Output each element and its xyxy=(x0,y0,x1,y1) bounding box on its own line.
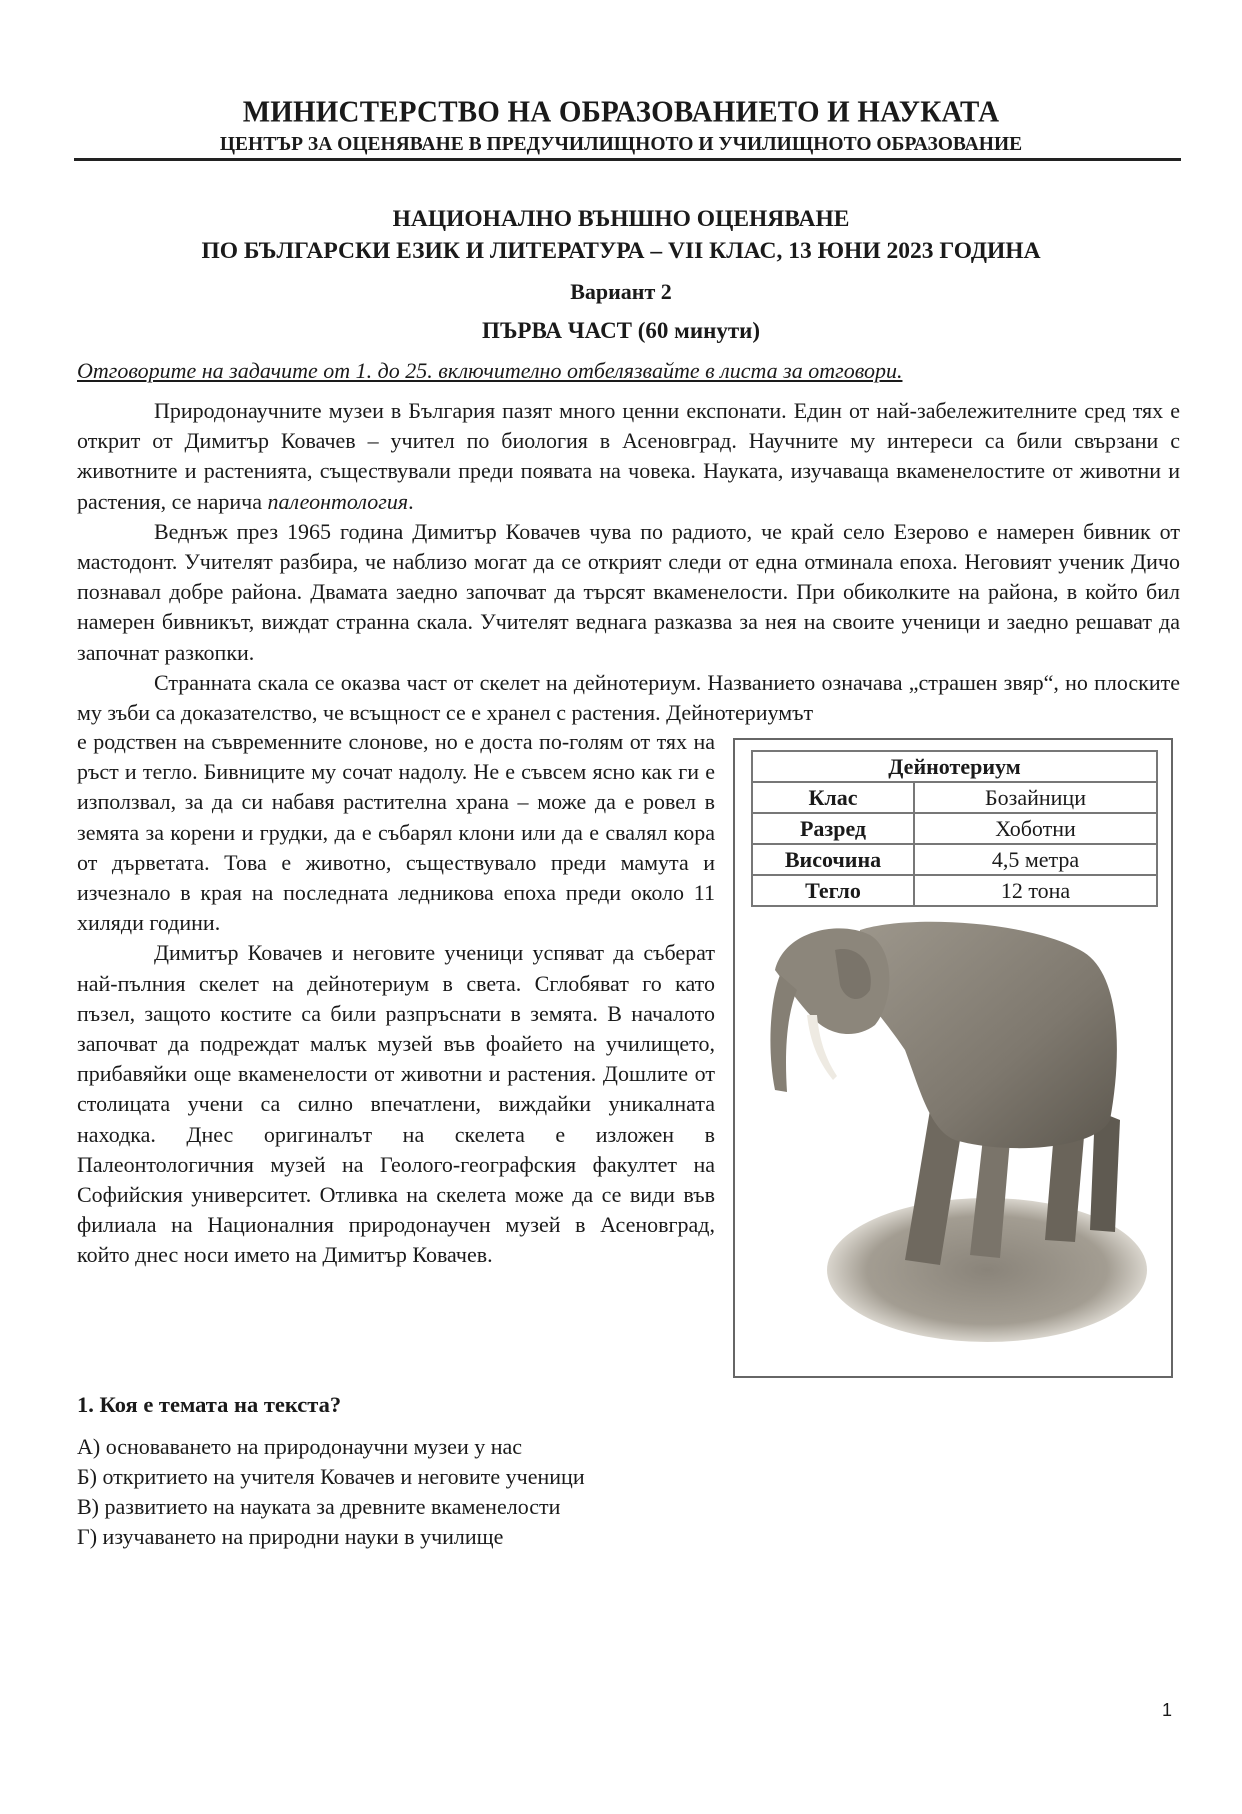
header-rule xyxy=(74,158,1181,161)
deinotherium-illustration-icon xyxy=(755,910,1155,1350)
page-number: 1 xyxy=(1162,1700,1173,1720)
text-full-width xyxy=(77,396,1180,728)
question-1: 1. Коя е темата на текста? xyxy=(77,1392,342,1417)
fact-table-title: Дейнотериум xyxy=(752,751,1157,782)
answer-option-a[interactable]: А) основаването на природонаучни музеи у нас xyxy=(77,1434,523,1459)
answer-options xyxy=(77,1432,585,1552)
paragraph-2: Веднъж през 1965 година Димитър Ковачев чува по радиото, че край село Езерово е намерен бивник от мастодонт. Учителят разбира, че наблизо могат да се открият следи от една отминала епоха. Неговият ученик Дичо познавал добре района. Двамата заедно започват да търсят вкаменелости. При обиколките на района, в който бил намерен бивникът, виждат странна скала. Учителят веднага разказва за нея на своите ученици и заедно решават да започнат разкопки. xyxy=(77,518,1180,665)
instructions: Отговорите на задачите от 1. до 25. включително отбелязвайте в листа за отговори. xyxy=(77,358,903,383)
exam-part: ПЪРВА ЧАСТ (60 минути) xyxy=(481,318,761,343)
table-row: Височина 4,5 метра xyxy=(752,844,1157,875)
answer-option-d[interactable]: Г) изучаването на природни науки в училище xyxy=(77,1524,504,1549)
paragraph-1: Природонаучните музеи в България пазят много ценни експонати. Един от най-забележителните сред тях е открит от Димитър Ковачев – учител по биология в Асеновград. Научните му интереси са били свързани с животните и растенията, съществували преди появата на човека. Науката, изучаваща вкаменелостите от животни и растения, се нарича палеонтология. xyxy=(77,398,1180,514)
paragraph-3-continued: е родствен на съвременните слонове, но е доста по-голям от тях на ръст и тегло. Бивниците му сочат надолу. Не е съвсем ясно как ги е използвал, за да си набавя растителна храна – може да е ровел в земята за корени и грудки, да е събарял клони или да е свалял кора от дърветата. Това е животно, съществувало преди мамута и изчезнало в края на последната ледникова епоха преди около 11 хиляди години. xyxy=(77,729,715,936)
exam-variant: Вариант 2 xyxy=(570,279,672,304)
exam-title-line1: НАЦИОНАЛНО ВЪНШНО ОЦЕНЯВАНЕ xyxy=(392,206,850,232)
table-row: Клас Бозайници xyxy=(752,782,1157,813)
table-row: Разред Хоботни xyxy=(752,813,1157,844)
center-subtitle: ЦЕНТЪР ЗА ОЦЕНЯВАНЕ В ПРЕДУЧИЛИЩНОТО И УЧИЛИЩНОТО ОБРАЗОВАНИЕ xyxy=(219,134,1023,155)
text-narrow-column xyxy=(77,727,715,1271)
table-row: Тегло 12 тона xyxy=(752,875,1157,906)
fact-box xyxy=(733,738,1173,1378)
exam-title-line2: ПО БЪЛГАРСКИ ЕЗИК И ЛИТЕРАТУРА – VII КЛАС, 13 ЮНИ 2023 ГОДИНА xyxy=(201,238,1041,264)
paragraph-4: Димитър Ковачев и неговите ученици успяват да съберат най-пълния скелет на дейнотериум в света. Сглобяват го като пъзел, защото костите са били разпръснати в земята. В началото започват да подреждат малък музей във фоайето на училището, прибавяйки още вкаменелости от животни и растения. Дошлите от столицата учени са силно впечатлени, виждайки уникалната находка. Днес оригиналът на скелета е изложен в Палеонтологичния музей на Геолого-географския факултет на Софийския университет. Отливка на скелета може да се види във филиала на Националния природонаучен музей в Асеновград, който днес носи името на Димитър Ковачев. xyxy=(77,940,715,1268)
ministry-title: МИНИСТЕРСТВО НА ОБРАЗОВАНИЕТО И НАУКАТА xyxy=(242,95,1000,129)
answer-option-b[interactable]: Б) откритието на учителя Ковачев и неговите ученици xyxy=(77,1464,585,1489)
answer-option-c[interactable]: В) развитието на науката за древните вкаменелости xyxy=(77,1494,561,1519)
paragraph-3-start: Странната скала се оказва част от скелет на дейнотериум. Названието означава „страшен звяр“, но плоските му зъби са доказателство, че всъщност се е хранел с растения. Дейнотериумът xyxy=(77,669,1180,726)
term-paleontology: палеонтология xyxy=(267,488,409,514)
fact-table xyxy=(751,750,1158,907)
